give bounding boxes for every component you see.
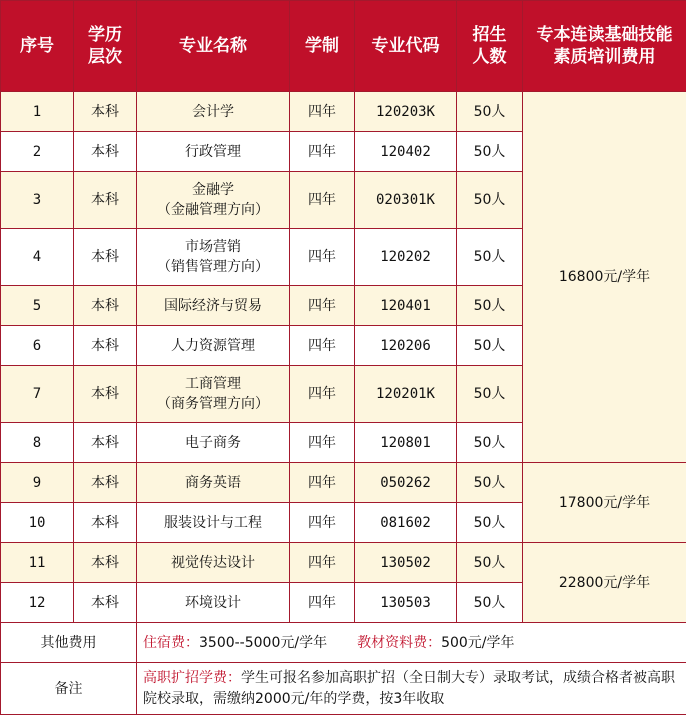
major-name: 市场营销 bbox=[185, 239, 241, 255]
row-years: 四年 bbox=[290, 172, 355, 229]
table-row bbox=[1, 543, 686, 583]
row-years: 四年 bbox=[290, 583, 355, 623]
major-name: 服装设计与工程 bbox=[164, 514, 262, 531]
row-major bbox=[137, 543, 290, 583]
fee-group-3: 22800元/学年 bbox=[523, 543, 686, 623]
row-code: 120202 bbox=[355, 229, 457, 286]
notes-title: 高职扩招学费： bbox=[143, 669, 241, 686]
major-direction: （商务管理方向） bbox=[157, 396, 269, 412]
header-level: 学历层次 bbox=[74, 1, 137, 92]
major-direction: （销售管理方向） bbox=[157, 259, 269, 275]
notes-label: 备注 bbox=[1, 663, 137, 715]
row-level: 本科 bbox=[74, 423, 137, 463]
row-number: 3 bbox=[1, 172, 74, 229]
row-major bbox=[137, 326, 290, 366]
row-quota: 50人 bbox=[457, 132, 523, 172]
notes-text: 学生可报名参加高职扩招（全日制大专）录取考试，成绩合格者被高职院校录取，需缴纳2000元/年的学费，按3年收取 bbox=[143, 669, 675, 707]
major-name: 商务英语 bbox=[185, 474, 241, 491]
row-major bbox=[137, 286, 290, 326]
major-name: 环境设计 bbox=[185, 594, 241, 611]
row-years: 四年 bbox=[290, 463, 355, 503]
row-level: 本科 bbox=[74, 326, 137, 366]
row-major bbox=[137, 132, 290, 172]
row-major bbox=[137, 229, 290, 286]
row-years: 四年 bbox=[290, 286, 355, 326]
row-number: 12 bbox=[1, 583, 74, 623]
row-number: 6 bbox=[1, 326, 74, 366]
major-name: 会计学 bbox=[192, 103, 234, 120]
header-major: 专业名称 bbox=[137, 1, 290, 92]
row-code: 120402 bbox=[355, 132, 457, 172]
row-quota: 50人 bbox=[457, 229, 523, 286]
header-code: 专业代码 bbox=[355, 1, 457, 92]
table-row bbox=[1, 463, 686, 503]
row-years: 四年 bbox=[290, 423, 355, 463]
major-name: 行政管理 bbox=[185, 143, 241, 160]
row-code: 120801 bbox=[355, 423, 457, 463]
row-code: 120203K bbox=[355, 92, 457, 132]
row-quota: 50人 bbox=[457, 286, 523, 326]
row-level: 本科 bbox=[74, 366, 137, 423]
row-major bbox=[137, 366, 290, 423]
row-quota: 50人 bbox=[457, 463, 523, 503]
row-level: 本科 bbox=[74, 172, 137, 229]
major-direction: （金融管理方向） bbox=[157, 202, 269, 218]
major-name: 国际经济与贸易 bbox=[164, 297, 262, 314]
major-name: 电子商务 bbox=[185, 434, 241, 451]
row-years: 四年 bbox=[290, 543, 355, 583]
header-duration: 学制 bbox=[290, 1, 355, 92]
header-fee: 专本连读基础技能素质培训费用 bbox=[523, 1, 686, 92]
row-number: 11 bbox=[1, 543, 74, 583]
lodging-label: 住宿费： bbox=[143, 634, 199, 651]
row-code: 130502 bbox=[355, 543, 457, 583]
row-number: 8 bbox=[1, 423, 74, 463]
fee-group-1: 16800元/学年 bbox=[523, 92, 686, 463]
row-number: 7 bbox=[1, 366, 74, 423]
row-level: 本科 bbox=[74, 463, 137, 503]
row-number: 4 bbox=[1, 229, 74, 286]
row-years: 四年 bbox=[290, 366, 355, 423]
row-years: 四年 bbox=[290, 132, 355, 172]
materials-value: 500元/学年 bbox=[441, 634, 515, 651]
row-quota: 50人 bbox=[457, 423, 523, 463]
row-code: 130503 bbox=[355, 583, 457, 623]
row-years: 四年 bbox=[290, 503, 355, 543]
row-level: 本科 bbox=[74, 92, 137, 132]
row-number: 2 bbox=[1, 132, 74, 172]
row-major bbox=[137, 172, 290, 229]
row-quota: 50人 bbox=[457, 583, 523, 623]
row-years: 四年 bbox=[290, 326, 355, 366]
row-code: 120201K bbox=[355, 366, 457, 423]
header-quota: 招生人数 bbox=[457, 1, 523, 92]
row-level: 本科 bbox=[74, 503, 137, 543]
row-quota: 50人 bbox=[457, 543, 523, 583]
major-name: 视觉传达设计 bbox=[171, 554, 255, 571]
row-level: 本科 bbox=[74, 132, 137, 172]
row-quota: 50人 bbox=[457, 172, 523, 229]
row-level: 本科 bbox=[74, 286, 137, 326]
other-fees-label: 其他费用 bbox=[1, 623, 137, 663]
row-major bbox=[137, 463, 290, 503]
notes-row bbox=[1, 663, 686, 715]
row-major bbox=[137, 92, 290, 132]
row-years: 四年 bbox=[290, 229, 355, 286]
major-name: 工商管理 bbox=[185, 376, 241, 392]
header-row bbox=[1, 1, 686, 92]
row-level: 本科 bbox=[74, 229, 137, 286]
row-quota: 50人 bbox=[457, 326, 523, 366]
notes-detail bbox=[137, 663, 686, 715]
row-number: 10 bbox=[1, 503, 74, 543]
row-level: 本科 bbox=[74, 583, 137, 623]
row-number: 9 bbox=[1, 463, 74, 503]
other-fees-detail bbox=[137, 623, 686, 663]
fee-group-2: 17800元/学年 bbox=[523, 463, 686, 543]
row-major bbox=[137, 583, 290, 623]
row-code: 081602 bbox=[355, 503, 457, 543]
row-number: 1 bbox=[1, 92, 74, 132]
materials-label: 教材资料费： bbox=[357, 634, 442, 651]
row-code: 120206 bbox=[355, 326, 457, 366]
table-row bbox=[1, 92, 686, 132]
major-name: 金融学 bbox=[192, 182, 234, 198]
row-level: 本科 bbox=[74, 543, 137, 583]
row-quota: 50人 bbox=[457, 366, 523, 423]
row-number: 5 bbox=[1, 286, 74, 326]
row-major bbox=[137, 503, 290, 543]
row-quota: 50人 bbox=[457, 92, 523, 132]
header-seq: 序号 bbox=[1, 1, 74, 92]
major-name: 人力资源管理 bbox=[171, 337, 255, 354]
row-quota: 50人 bbox=[457, 503, 523, 543]
row-code: 050262 bbox=[355, 463, 457, 503]
lodging-value: 3500--5000元/学年 bbox=[199, 634, 328, 651]
row-years: 四年 bbox=[290, 92, 355, 132]
other-fees-row bbox=[1, 623, 686, 663]
row-code: 020301K bbox=[355, 172, 457, 229]
row-major bbox=[137, 423, 290, 463]
row-code: 120401 bbox=[355, 286, 457, 326]
